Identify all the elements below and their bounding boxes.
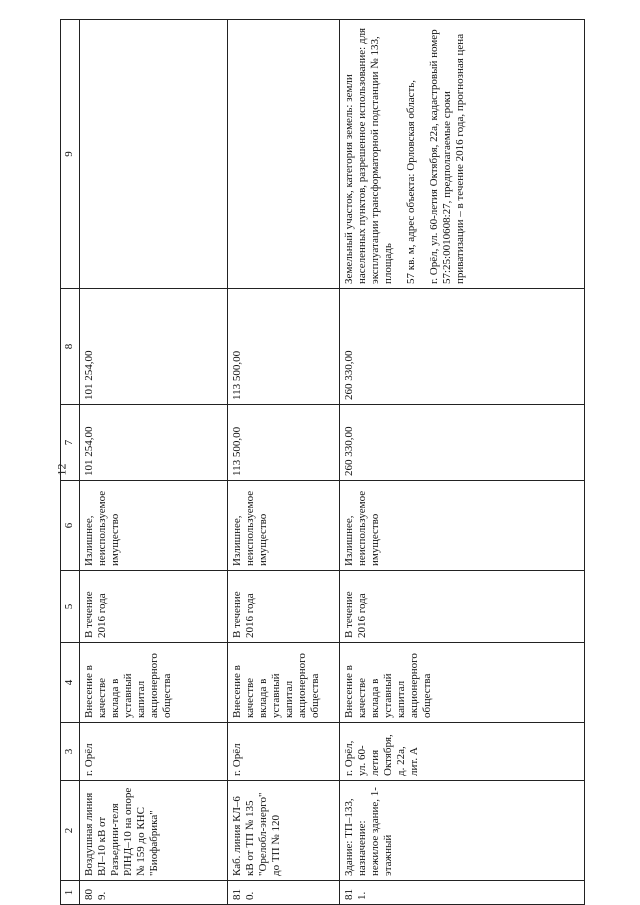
- header-row: [61, 20, 80, 905]
- notes-col9: [80, 20, 228, 289]
- value-col8: 113 500,00: [228, 289, 340, 405]
- object-name: Воздушная линия ВЛ–10 кВ от Разъедини-теля РЛНД–10 на опоре № 159 до КНС "Биофабрика": [80, 781, 228, 881]
- privatization-term: В течение 2016 года: [340, 571, 585, 643]
- object-address: г. Орёл, ул. 60-летия Октября, д. 22а, лит. А: [340, 723, 585, 781]
- header-cell: 1: [61, 881, 80, 905]
- value-col8: 101 254,00: [80, 289, 228, 405]
- header-cell: 3: [61, 723, 80, 781]
- header-cell: 4: [61, 643, 80, 723]
- object-name: Каб. линия КЛ–6 кВ от ТП № 135 "Орелобл-энерго" до ТП № 120: [228, 781, 340, 881]
- notes-col9: [340, 20, 585, 289]
- property-table: [60, 19, 585, 905]
- privatization-reason: Излишнее, неиспользуемое имущество: [340, 481, 585, 571]
- privatization-method: Внесение в качестве вклада в уставный капитал акционерного общества: [228, 643, 340, 723]
- table-row: [228, 20, 340, 905]
- table-row: [340, 20, 585, 905]
- value-col8: 260 330,00: [340, 289, 585, 405]
- header-cell: 8: [61, 289, 80, 405]
- value-col7: 260 330,00: [340, 405, 585, 481]
- header-cell: 5: [61, 571, 80, 643]
- page-number: 12: [54, 463, 69, 476]
- header-cell: 7: [61, 405, 80, 481]
- header-cell: 2: [61, 781, 80, 881]
- header-cell: 9: [61, 20, 80, 289]
- notes-col9: [228, 20, 340, 289]
- row-number: 811.: [340, 881, 585, 905]
- value-col7: 101 254,00: [80, 405, 228, 481]
- table-row: [80, 20, 228, 905]
- privatization-reason: Излишнее, неиспользуемое имущество: [80, 481, 228, 571]
- object-address: г. Орёл: [80, 723, 228, 781]
- header-cell: 6: [61, 481, 80, 571]
- row-number: 810.: [228, 881, 340, 905]
- object-address: г. Орёл: [228, 723, 340, 781]
- value-col7: 113 500,00: [228, 405, 340, 481]
- privatization-method: Внесение в качестве вклада в уставный капитал акционерного общества: [80, 643, 228, 723]
- row-number: 809.: [80, 881, 228, 905]
- notes-paragraph: 57 кв. м, адрес объекта: Орловская область,: [405, 79, 417, 284]
- notes-paragraph: Земельный участок, категория земель: земли населенных пунктов, разрешенное использование: для эксплуатации трансформаторной подстанции № 133, площадь: [343, 27, 394, 284]
- privatization-reason: Излишнее, неиспользуемое имущество: [228, 481, 340, 571]
- privatization-term: В течение 2016 года: [80, 571, 228, 643]
- privatization-term: В течение 2016 года: [228, 571, 340, 643]
- privatization-method: Внесение в качестве вклада в уставный капитал акционерного общества: [340, 643, 585, 723]
- object-name: Здание: ТП–133, назначение: нежилое здание, 1-этажный: [340, 781, 585, 881]
- notes-paragraph: г. Орёл, ул. 60-летия Октября, 22а, кадастровый номер 57:25:0010608:27, предполагаемые сроки приватизации – в течение 2016 года, прогнозная цена: [428, 29, 466, 284]
- rotated-table-sheet: [60, 20, 585, 905]
